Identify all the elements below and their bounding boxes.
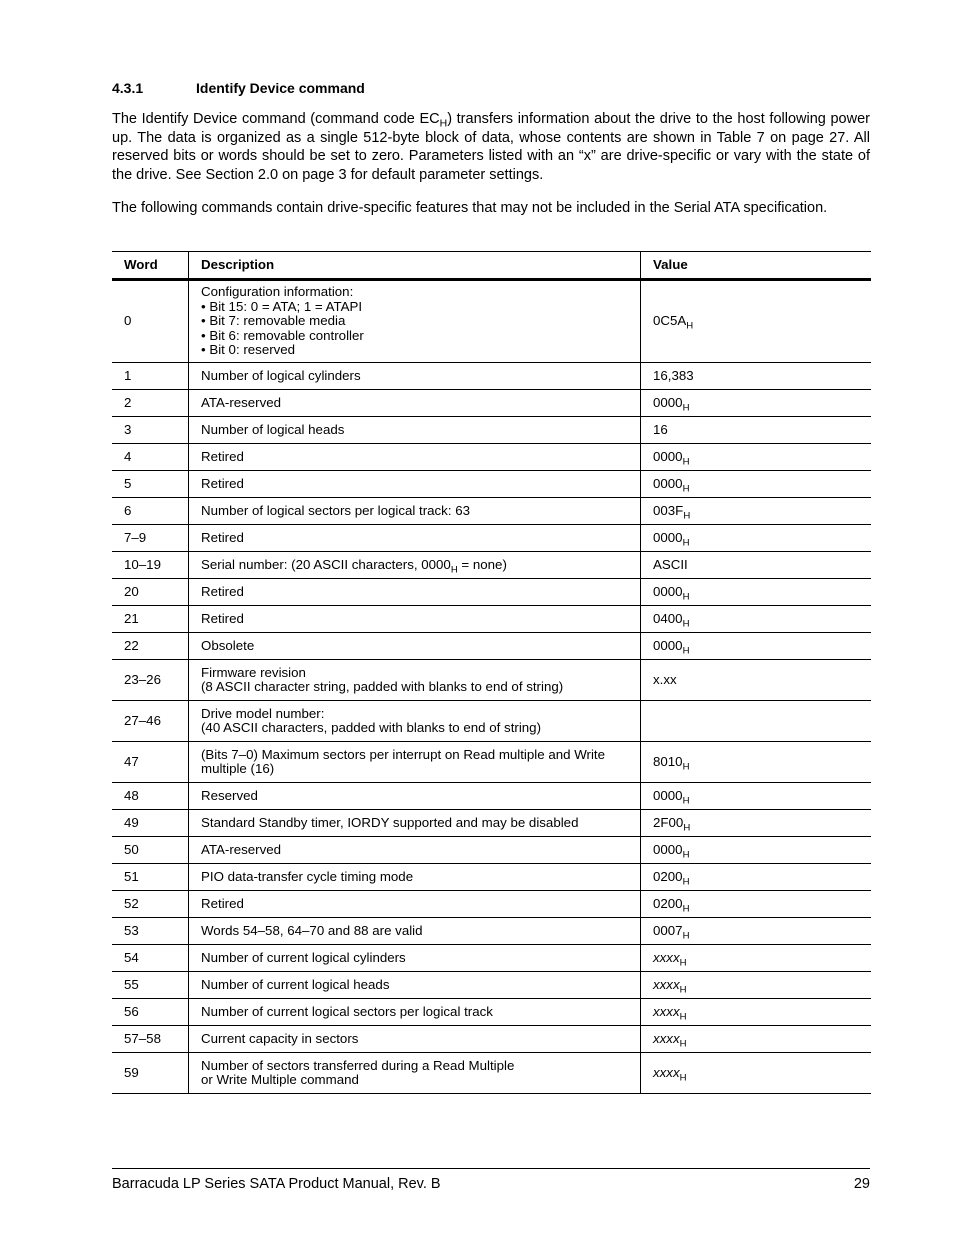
description-line: Retired — [201, 610, 244, 626]
cell-value — [641, 999, 872, 1026]
cell-word: 53 — [112, 918, 189, 945]
cell-word: 49 — [112, 810, 189, 837]
table-row — [112, 810, 871, 837]
cell-word: 0 — [112, 280, 189, 363]
cell-word: 48 — [112, 783, 189, 810]
value-text: 8010 — [653, 753, 683, 769]
intro-paragraph-subscript: H — [439, 118, 448, 130]
cell-value — [641, 891, 872, 918]
cell-description — [189, 972, 641, 999]
description-line: • Bit 0: reserved — [201, 342, 296, 358]
cell-description — [189, 444, 641, 471]
cell-value — [641, 810, 872, 837]
cell-value — [641, 837, 872, 864]
cell-description — [189, 363, 641, 390]
value-subscript: H — [682, 903, 690, 915]
value-text: 0C5A — [653, 313, 687, 329]
value-subscript: H — [682, 591, 690, 603]
table-row — [112, 633, 871, 660]
cell-word: 5 — [112, 471, 189, 498]
cell-description — [189, 280, 641, 363]
table-row — [112, 606, 871, 633]
description-line: Number of current logical sectors per logical track — [201, 1003, 493, 1019]
description-subscript: H — [450, 564, 458, 576]
cell-value — [641, 552, 872, 579]
description-line: multiple (16) — [201, 761, 275, 776]
cell-value — [641, 525, 872, 552]
cell-description — [189, 633, 641, 660]
description-line: Current capacity in sectors — [201, 1030, 359, 1046]
value-subscript: H — [682, 876, 690, 888]
description-line: Retired — [201, 895, 244, 911]
value-text: 0400 — [653, 610, 683, 626]
value-text: 0000 — [653, 841, 683, 857]
value-text: ASCII — [653, 556, 688, 572]
value-text: 0000 — [653, 583, 683, 599]
cell-word: 59 — [112, 1053, 189, 1094]
value-subscript: H — [682, 537, 690, 549]
cell-word: 22 — [112, 633, 189, 660]
cell-word: 1 — [112, 363, 189, 390]
cell-word: 4 — [112, 444, 189, 471]
description-line: • Bit 6: removable controller — [201, 327, 364, 343]
value-text: 0007 — [653, 922, 683, 938]
description-line: Retired — [201, 583, 244, 599]
table-row — [112, 1026, 871, 1053]
value-subscript: H — [683, 510, 691, 522]
cell-value — [641, 972, 872, 999]
cell-word: 55 — [112, 972, 189, 999]
value-subscript: H — [682, 930, 690, 942]
cell-description — [189, 1053, 641, 1094]
cell-value — [641, 280, 872, 363]
description-line: ATA-reserved — [201, 841, 282, 857]
table-row — [112, 742, 871, 783]
table-row — [112, 660, 871, 701]
table-row — [112, 417, 871, 444]
intro-paragraph — [112, 110, 870, 184]
cell-description — [189, 864, 641, 891]
cell-value — [641, 363, 872, 390]
cell-description — [189, 552, 641, 579]
cell-description — [189, 1026, 641, 1053]
cell-word: 7–9 — [112, 525, 189, 552]
description-line: or Write Multiple command — [201, 1072, 359, 1087]
table-body — [112, 280, 871, 1094]
cell-description — [189, 783, 641, 810]
header-value: Value — [641, 252, 872, 280]
value-text: 0000 — [653, 787, 683, 803]
description-line: Obsolete — [201, 637, 255, 653]
value-text: xxxx — [653, 1030, 680, 1046]
value-subscript: H — [679, 1011, 687, 1023]
cell-word: 56 — [112, 999, 189, 1026]
cell-value — [641, 1026, 872, 1053]
table-row — [112, 945, 871, 972]
cell-description — [189, 837, 641, 864]
description-line: • Bit 7: removable media — [201, 313, 346, 329]
cell-value — [641, 701, 872, 742]
cell-word: 27–46 — [112, 701, 189, 742]
value-subscript: H — [682, 795, 690, 807]
value-subscript: H — [679, 1038, 687, 1050]
cell-description — [189, 918, 641, 945]
description-line: • Bit 15: 0 = ATA; 1 = ATAPI — [201, 298, 363, 314]
value-subscript: H — [679, 1072, 687, 1084]
description-line: Number of sectors transferred during a Read Multiple — [201, 1057, 515, 1073]
cell-word: 51 — [112, 864, 189, 891]
value-text: xxxx — [653, 1064, 680, 1080]
section-title: Identify Device command — [196, 80, 365, 96]
table-header-row — [112, 252, 871, 280]
cell-value — [641, 390, 872, 417]
cell-value — [641, 444, 872, 471]
page-number: 29 — [853, 1176, 870, 1192]
header-word: Word — [112, 252, 189, 280]
header-description: Description — [189, 252, 641, 280]
cell-description — [189, 471, 641, 498]
cell-word: 52 — [112, 891, 189, 918]
description-line: Words 54–58, 64–70 and 88 are valid — [201, 922, 423, 938]
cell-value — [641, 606, 872, 633]
value-text: xxxx — [653, 1003, 680, 1019]
description-line: Retired — [201, 448, 244, 464]
cell-description — [189, 525, 641, 552]
cell-word: 10–19 — [112, 552, 189, 579]
description-part: Serial number: (20 ASCII characters, 0000 — [201, 556, 451, 572]
description-line: Drive model number: — [201, 705, 325, 721]
cell-description — [189, 945, 641, 972]
cell-word: 54 — [112, 945, 189, 972]
description-line: Retired — [201, 529, 244, 545]
description-line: Number of logical sectors per logical track: 63 — [201, 502, 471, 518]
description-part: = none) — [457, 556, 507, 572]
intro-paragraph-part2: ) transfers information about the drive to the host following power up. The data is organized as a single 512-byte block of data, whose contents are shown in Table 7 on page 27. All reserved bits or words should be set to zero. Parameters listed with an “x” are drive-specific or vary with the state of the drive. See Section 2.0 on page 3 for default parameter settings. — [112, 111, 870, 183]
cell-value — [641, 417, 872, 444]
cell-word: 3 — [112, 417, 189, 444]
value-text: xxxx — [653, 949, 680, 965]
value-subscript: H — [682, 849, 690, 861]
table-row — [112, 783, 871, 810]
cell-word: 47 — [112, 742, 189, 783]
cell-value — [641, 660, 872, 701]
cell-value — [641, 1053, 872, 1094]
value-text: x.xx — [653, 671, 677, 687]
value-subscript: H — [679, 984, 687, 996]
table-row — [112, 837, 871, 864]
intro-paragraph-part1: The Identify Device command (command code EC — [112, 111, 440, 127]
description-line: Configuration information: — [201, 284, 354, 300]
table-row — [112, 579, 871, 606]
description-line: Number of current logical cylinders — [201, 949, 406, 965]
footer-title: Barracuda LP Series SATA Product Manual, Rev. B — [112, 1176, 441, 1192]
cell-value — [641, 498, 872, 525]
description-line: ATA-reserved — [201, 394, 282, 410]
value-subscript: H — [682, 456, 690, 468]
table-row — [112, 1053, 871, 1094]
value-text: 003F — [653, 502, 684, 518]
description-line: Standard Standby timer, IORDY supported and may be disabled — [201, 814, 579, 830]
section-number: 4.3.1 — [112, 80, 144, 96]
cell-description — [189, 606, 641, 633]
cell-description — [189, 660, 641, 701]
cell-value — [641, 945, 872, 972]
value-subscript: H — [686, 320, 694, 332]
value-text: 0000 — [653, 637, 683, 653]
value-text: 2F00 — [653, 814, 684, 830]
footer-divider — [112, 1168, 870, 1169]
value-subscript: H — [682, 761, 690, 773]
value-text: 0200 — [653, 895, 683, 911]
value-text: xxxx — [653, 976, 680, 992]
value-text: 16,383 — [653, 367, 694, 383]
description-line: Firmware revision — [201, 664, 306, 680]
section-heading — [112, 80, 365, 96]
description-line: Number of logical cylinders — [201, 367, 361, 383]
table-row — [112, 918, 871, 945]
table-row — [112, 972, 871, 999]
description-line: (Bits 7–0) Maximum sectors per interrupt on Read multiple and Write — [201, 746, 605, 762]
cell-value — [641, 471, 872, 498]
cell-description — [189, 999, 641, 1026]
table-row — [112, 444, 871, 471]
value-text: 0000 — [653, 394, 683, 410]
value-text: 0000 — [653, 475, 683, 491]
table-row — [112, 701, 871, 742]
value-subscript: H — [682, 402, 690, 414]
value-text: 0000 — [653, 448, 683, 464]
description-line: (8 ASCII character string, padded with blanks to end of string) — [201, 679, 564, 694]
cell-description — [189, 498, 641, 525]
value-text: 0200 — [653, 868, 683, 884]
value-subscript: H — [679, 957, 687, 969]
table-row — [112, 891, 871, 918]
table-row — [112, 471, 871, 498]
value-subscript: H — [682, 645, 690, 657]
cell-value — [641, 633, 872, 660]
value-subscript: H — [682, 618, 690, 630]
description-line: Reserved — [201, 787, 258, 803]
table-row — [112, 390, 871, 417]
table-row — [112, 498, 871, 525]
cell-value — [641, 783, 872, 810]
cell-description — [189, 417, 641, 444]
description-line: Number of logical heads — [201, 421, 345, 437]
table-row — [112, 363, 871, 390]
table-row — [112, 552, 871, 579]
description-line: (40 ASCII characters, padded with blanks to end of string) — [201, 720, 541, 735]
description-line: Number of current logical heads — [201, 976, 390, 992]
table-row — [112, 864, 871, 891]
value-text: 16 — [653, 421, 668, 437]
identify-device-table — [112, 251, 871, 1094]
cell-description — [189, 891, 641, 918]
cell-value — [641, 579, 872, 606]
cell-description — [189, 701, 641, 742]
cell-word: 57–58 — [112, 1026, 189, 1053]
cell-description — [189, 810, 641, 837]
table-row — [112, 525, 871, 552]
cell-word: 23–26 — [112, 660, 189, 701]
cell-description — [189, 579, 641, 606]
cell-word: 21 — [112, 606, 189, 633]
cell-value — [641, 864, 872, 891]
value-subscript: H — [682, 483, 690, 495]
cell-word: 20 — [112, 579, 189, 606]
features-paragraph: The following commands contain drive-specific features that may not be included in the Serial ATA specification. — [112, 200, 828, 216]
table-row — [112, 999, 871, 1026]
cell-description — [189, 390, 641, 417]
cell-description — [189, 742, 641, 783]
value-subscript: H — [683, 822, 691, 834]
cell-value — [641, 918, 872, 945]
value-text: 0000 — [653, 529, 683, 545]
cell-value — [641, 742, 872, 783]
cell-word: 50 — [112, 837, 189, 864]
table-row — [112, 280, 871, 363]
description-line: PIO data-transfer cycle timing mode — [201, 868, 414, 884]
cell-word: 6 — [112, 498, 189, 525]
description-line: Retired — [201, 475, 244, 491]
cell-word: 2 — [112, 390, 189, 417]
